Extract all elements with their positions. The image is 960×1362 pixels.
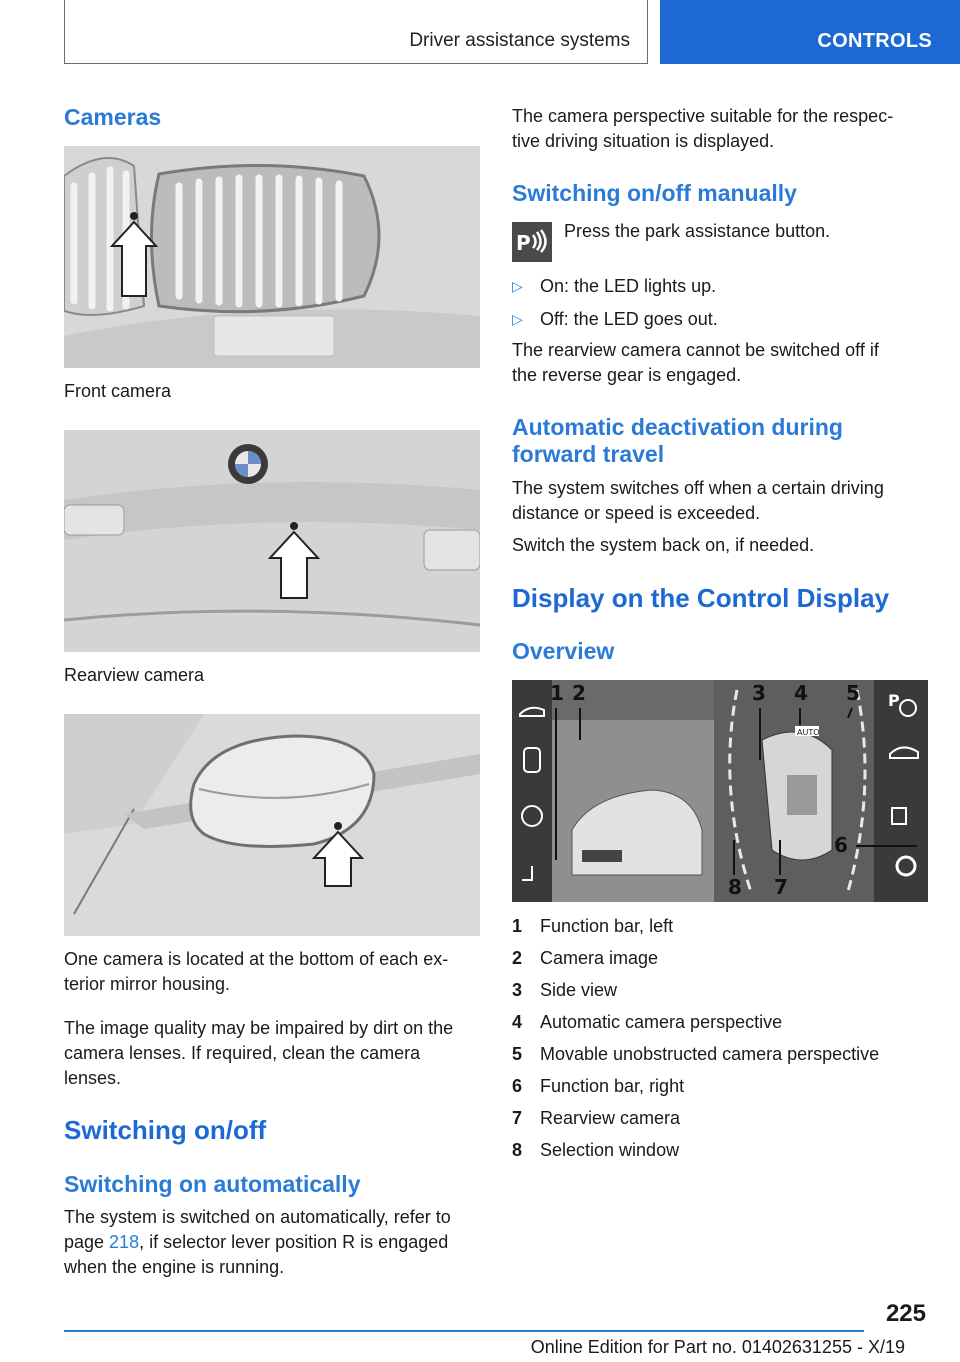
switching-heading: Switching on/off xyxy=(64,1115,267,1145)
auto-heading: Switching on automatically xyxy=(64,1171,361,1197)
legend-text: Movable unobstructed camera perspective xyxy=(540,1044,880,1064)
rearview-note-line-2: the reverse gear is engaged. xyxy=(512,365,742,385)
rear-camera-caption: Rearview camera xyxy=(64,665,205,685)
legend-num: 2 xyxy=(512,948,523,968)
page-number: 225 xyxy=(885,1300,926,1327)
legend-num: 7 xyxy=(512,1108,523,1128)
deactivation-line-3: Switch the system back on, if needed. xyxy=(512,535,815,555)
controls-tab[interactable] xyxy=(660,0,960,64)
park-assist-button-icon xyxy=(512,222,552,262)
auto-line-3: when the engine is running. xyxy=(64,1257,285,1277)
legend-text: Side view xyxy=(540,980,618,1000)
auto-line-2-post: , if selector lever position R is engaged xyxy=(139,1232,449,1252)
footer-divider xyxy=(64,1330,864,1332)
front-grille-illustration xyxy=(64,146,480,368)
legend-item xyxy=(512,1006,928,1038)
auto-line-2 xyxy=(64,1230,448,1255)
callout-7: 7 xyxy=(774,875,788,899)
page-218-link[interactable]: 218 xyxy=(109,1232,140,1252)
deactivation-line-2: distance or speed is exceeded. xyxy=(512,503,761,523)
press-instruction: Press the park assistance button. xyxy=(564,221,831,241)
legend-text: Rearview camera xyxy=(540,1108,681,1128)
image-quality-line-3: lenses. xyxy=(64,1068,122,1088)
legend-num: 3 xyxy=(512,980,523,1000)
legend-item xyxy=(512,1134,928,1166)
callout-6: 6 xyxy=(834,833,848,857)
screen-illustration xyxy=(512,680,928,902)
bullet-on-text: On: the LED lights up. xyxy=(540,276,717,296)
rear-camera-photo xyxy=(64,430,480,652)
legend-text: Camera image xyxy=(540,948,659,968)
manual-heading: Switching on/off manually xyxy=(512,180,797,206)
legend-item xyxy=(512,974,928,1006)
mirror-camera-photo xyxy=(64,714,480,936)
image-quality-line-2: camera lenses. If required, clean the camera xyxy=(64,1043,421,1063)
tailgate-illustration xyxy=(64,430,480,652)
display-heading: Display on the Control Display xyxy=(512,583,890,613)
side-cameras-line-1: One camera is located at the bottom of each ex- xyxy=(64,949,449,969)
legend-text: Function bar, left xyxy=(540,916,674,936)
controls-tab-label: CONTROLS xyxy=(817,30,932,52)
mirror-illustration xyxy=(64,714,480,936)
legend-item xyxy=(512,910,928,942)
section-title: Driver assistance systems xyxy=(409,30,630,51)
deactivation-heading-line-1: Automatic deactivation during xyxy=(512,414,843,440)
legend-list xyxy=(512,910,928,1170)
bullet-off-text: Off: the LED goes out. xyxy=(540,309,718,329)
legend-num: 1 xyxy=(512,916,523,936)
callout-8: 8 xyxy=(728,875,742,899)
auto-line-2-pre: page xyxy=(64,1232,110,1252)
auto-line-1: The system is switched on automatically, refer to xyxy=(64,1207,451,1227)
control-display-screen xyxy=(512,680,928,902)
callout-5: 5 xyxy=(846,681,860,705)
bullet-on xyxy=(512,274,932,299)
callout-3: 3 xyxy=(752,681,766,705)
legend-num: 5 xyxy=(512,1044,523,1064)
legend-text: Function bar, right xyxy=(540,1076,685,1096)
deactivation-line-1: The system switches off when a certain driving xyxy=(512,478,884,498)
legend-item xyxy=(512,1070,928,1102)
legend-num: 6 xyxy=(512,1076,523,1096)
bullet-off xyxy=(512,307,932,332)
legend-item xyxy=(512,1038,928,1070)
deactivation-heading-line-2: forward travel xyxy=(512,441,665,467)
svg-text:P: P xyxy=(516,231,531,255)
overview-heading: Overview xyxy=(512,638,615,664)
callout-2: 2 xyxy=(572,681,586,705)
front-camera-caption: Front camera xyxy=(64,381,172,401)
legend-num: 8 xyxy=(512,1140,523,1160)
legend-item xyxy=(512,1102,928,1134)
legend-item xyxy=(512,942,928,974)
park-assist-symbol-icon xyxy=(512,222,552,262)
edition-footer: Online Edition for Part no. 01402631255 - X/19 xyxy=(530,1337,905,1357)
rearview-note-line-1: The rearview camera cannot be switched off if xyxy=(512,340,879,360)
bullet-triangle-icon: ▷ xyxy=(512,278,523,294)
side-cameras-line-2: terior mirror housing. xyxy=(64,974,231,994)
callout-1: 1 xyxy=(550,681,564,705)
intro-line-2: tive driving situation is displayed. xyxy=(512,131,775,151)
auto-label: AUTO xyxy=(797,728,820,737)
callout-4: 4 xyxy=(794,681,808,705)
bullet-triangle-icon: ▷ xyxy=(512,311,523,327)
intro-line-1: The camera perspective suitable for the respec- xyxy=(512,106,894,126)
p-icon: P xyxy=(888,691,900,710)
legend-text: Selection window xyxy=(540,1140,680,1160)
cameras-heading: Cameras xyxy=(64,104,162,130)
legend-num: 4 xyxy=(512,1012,523,1032)
legend-text: Automatic camera perspective xyxy=(540,1012,783,1032)
front-camera-photo xyxy=(64,146,480,368)
image-quality-line-1: The image quality may be impaired by dirt on the xyxy=(64,1018,454,1038)
